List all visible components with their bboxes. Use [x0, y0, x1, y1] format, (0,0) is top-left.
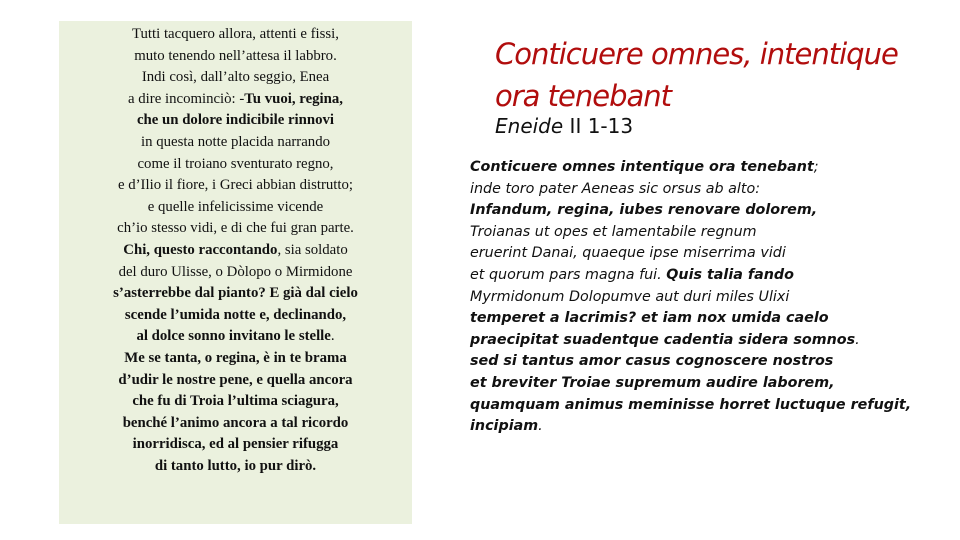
latin-line-segment: incipiam	[470, 418, 539, 435]
italian-line-segment: , sia soldato	[277, 241, 348, 258]
italian-line	[59, 197, 412, 219]
italian-line-segment: di tanto lutto, io pur dirò.	[154, 457, 317, 474]
italian-line-segment: Indi così, dall’alto seggio, Enea	[141, 69, 330, 86]
italian-line	[59, 370, 412, 392]
italian-line-segment: Tu vuoi, regina,	[244, 90, 343, 107]
latin-line	[470, 330, 950, 352]
italian-line	[59, 89, 412, 111]
italian-line	[59, 348, 412, 370]
italian-line-segment: e d’Ilio il fiore, i Greci abbian distrutto;	[117, 177, 354, 194]
latin-line-segment: Conticuere omnes intentique ora tenebant	[470, 159, 814, 175]
slide-subtitle	[495, 112, 633, 140]
latin-line-segment: Infandum, regina, iubes renovare dolorem,	[470, 202, 818, 219]
latin-line-segment: Myrmidonum Dolopumve aut duri miles Ulixi	[470, 288, 790, 305]
latin-line	[470, 243, 950, 265]
italian-line-segment: Me se tanta, o regina, è in te brama	[124, 349, 347, 366]
italian-line	[59, 413, 412, 435]
latin-line	[470, 287, 950, 309]
latin-line-segment: .	[538, 418, 543, 435]
latin-line	[470, 200, 950, 222]
italian-line	[59, 175, 412, 197]
italian-line-segment: come il troiano sventurato regno,	[137, 155, 334, 172]
italian-line	[59, 305, 412, 327]
latin-line	[470, 265, 950, 287]
italian-line-segment: del duro Ulisse, o Dòlopo o Mirmidone	[118, 263, 353, 280]
title-line: Conticuere omnes, intentique	[495, 37, 898, 71]
italian-line	[59, 154, 412, 176]
italian-line	[59, 391, 412, 413]
latin-line-segment: Quis talia fando	[666, 266, 794, 283]
latin-line-segment: inde toro pater Aeneas sic orsus ab alto:	[470, 180, 761, 197]
italian-translation-text	[59, 24, 412, 477]
italian-line	[59, 262, 412, 284]
latin-line-segment: .	[855, 331, 860, 348]
italian-line	[59, 110, 412, 132]
italian-line	[59, 240, 412, 262]
latin-line	[470, 308, 950, 330]
latin-text	[470, 157, 950, 438]
slide-title	[495, 33, 955, 117]
italian-line-segment: al dolce sonno invitano le stelle	[136, 328, 331, 345]
italian-line-segment: d’udir le nostre pene, e quella ancora	[118, 371, 353, 388]
latin-line	[470, 395, 950, 417]
italian-line-segment: benché l’animo ancora a tal ricordo	[122, 414, 349, 431]
italian-line	[59, 218, 412, 240]
italian-line	[59, 132, 412, 154]
italian-line-segment: muto tenendo nell’attesa il labbro.	[134, 47, 337, 64]
italian-line	[59, 46, 412, 68]
latin-line-segment: eruerint Danai, quaeque ipse miserrima vidi	[470, 245, 786, 262]
italian-line-segment: inorridisca, ed al pensier rifugga	[132, 436, 339, 453]
italian-line-segment: e quelle infelicissime vicende	[147, 198, 324, 215]
italian-line-segment: scende l’umida notte e, declinando,	[124, 306, 347, 323]
italian-line	[59, 326, 412, 348]
italian-line-segment: s’asterrebbe dal pianto? E già dal cielo	[113, 285, 358, 302]
verse-reference: II 1-13	[563, 114, 634, 138]
latin-line-segment: praecipitat suadentque cadentia sidera somnos	[470, 331, 856, 348]
work-name: Eneide	[495, 114, 564, 138]
latin-line	[470, 416, 950, 438]
title-line: ora tenebant	[495, 79, 672, 113]
italian-line	[59, 24, 412, 46]
latin-line	[470, 351, 950, 373]
italian-line-segment: a dire incominciò: -	[128, 90, 245, 107]
italian-line	[59, 456, 412, 478]
latin-line-segment: et quorum pars magna fui.	[470, 266, 667, 283]
italian-line-segment: Chi, questo raccontando	[123, 241, 278, 258]
latin-line	[470, 157, 950, 179]
latin-line-segment: ;	[813, 159, 819, 175]
latin-line-segment: quamquam animus meminisse horret luctuque refugit,	[470, 396, 912, 413]
italian-line-segment: Tutti tacquero allora, attenti e fissi,	[132, 26, 339, 42]
italian-line	[59, 434, 412, 456]
italian-line	[59, 67, 412, 89]
italian-line-segment: in questa notte placida narrando	[141, 133, 330, 150]
latin-line	[470, 222, 950, 244]
italian-line-segment: che fu di Troia l’ultima sciagura,	[132, 393, 339, 410]
italian-line-segment: ch’io stesso vidi, e di che fui gran parte.	[117, 220, 354, 237]
latin-line-segment: Troianas ut opes et lamentabile regnum	[470, 223, 757, 240]
latin-line	[470, 373, 950, 395]
italian-line-segment: che un dolore indicibile rinnovi	[136, 112, 335, 129]
latin-line-segment: temperet a lacrimis? et iam nox umida caelo	[470, 310, 829, 327]
italian-line	[59, 283, 412, 305]
italian-line-segment: .	[330, 328, 335, 345]
latin-line	[470, 179, 950, 201]
latin-line-segment: et breviter Troiae supremum audire laborem,	[470, 374, 835, 391]
latin-line-segment: sed si tantus amor casus cognoscere nostros	[470, 353, 834, 370]
